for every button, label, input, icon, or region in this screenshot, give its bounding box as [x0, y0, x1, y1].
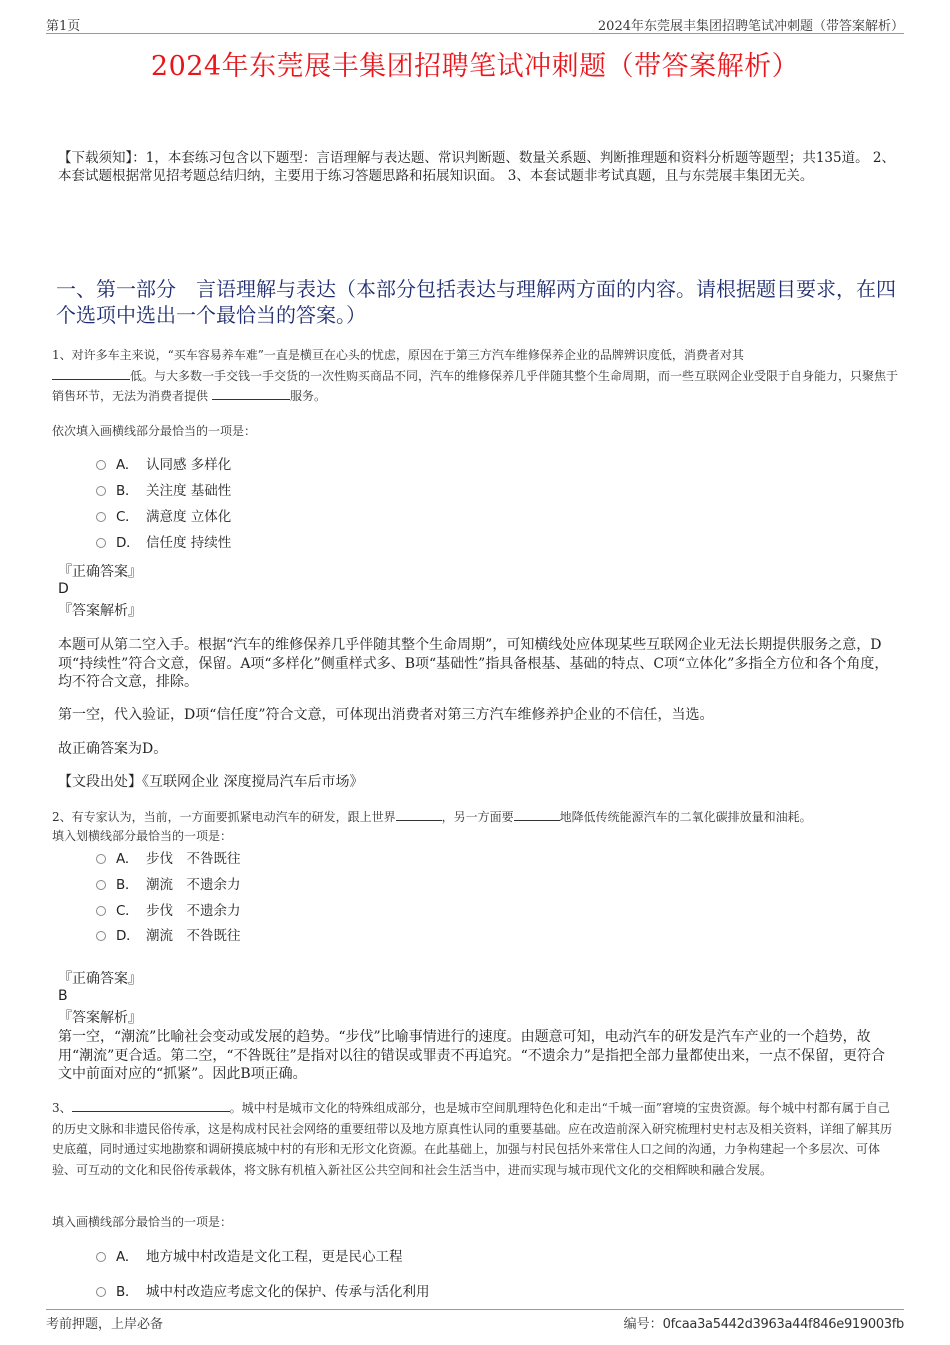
question-3-option-a[interactable]: A． 地方城中村改造是文化工程，更是民心工程 [96, 1247, 403, 1267]
radio-icon[interactable] [96, 486, 106, 496]
question-1-analysis-2: 第一空，代入验证，D项“信任度”符合文意，可体现出消费者对第三方汽车维修养护企业的不信任，当选。 [58, 707, 714, 723]
question-1-analysis-1: 本题可从第二空入手。根据“汽车的维修保养几乎伴随其整个生命周期”，可知横线处应体现某些互联网企业无法长期提供服务之意，D项“持续性”符合文意，保留。A项“多样化”侧重样式多、B项“基础性”指具备根基、基础的特点、C项“立体化”多指全方位和各个角度，均不符合文意，排除。 [58, 637, 889, 690]
page-header [46, 14, 904, 34]
question-2-option-a[interactable]: A． 步伐 不咎既往 [96, 849, 241, 869]
question-2-analysis: 第一空，“潮流”比喻社会变动或发展的趋势。“步伐”比喻事情进行的速度。由题意可知，电动汽车的研发是汽车产业的一个趋势，故用“潮流”更合适。第二空，“不咎既往”是指对以往的错误或罪责不再追究。“不遗余力”是指把全部力量都使出来，一点不保留，更符合文中前面对应的“抓紧”。因此B项正确。 [58, 1029, 885, 1082]
footer-slogan: 考前押题，上岸必备 [46, 1317, 164, 1332]
question-1-source: 【文段出处】《互联网企业 深度搅局汽车后市场》 [58, 774, 364, 790]
question-2-answer: B [58, 988, 68, 1004]
question-2-option-d[interactable]: D． 潮流 不咎既往 [96, 926, 241, 946]
question-3-option-b[interactable]: B． 城中村改造应考虑文化的保护、传承与活化利用 [96, 1282, 430, 1302]
header-doc-title: 2024年东莞展丰集团招聘笔试冲刺题（带答案解析） [597, 19, 904, 34]
question-1-answer: D [58, 581, 69, 597]
question-1-analysis-3: 故正确答案为D。 [58, 741, 168, 757]
radio-icon[interactable] [96, 1252, 106, 1262]
question-2-blank-2 [514, 808, 560, 821]
question-1-text-c: 服务。 [290, 389, 327, 403]
question-2-option-b[interactable]: B． 潮流 不遗余力 [96, 875, 241, 895]
document-title: 2024年东莞展丰集团招聘笔试冲刺题（带答案解析） [150, 51, 800, 82]
radio-icon[interactable] [96, 1287, 106, 1297]
radio-icon[interactable] [96, 512, 106, 522]
question-1-answer-label: 『正确答案』 [58, 564, 142, 580]
question-3-prompt: 填入画横线部分最恰当的一项是： [52, 1215, 233, 1229]
radio-icon[interactable] [96, 906, 106, 916]
page-number: 第1页 [46, 19, 81, 34]
question-1-stem [52, 345, 898, 407]
footer-code: 编号：0fcaa3a5442d3963a44f846e919003fb [623, 1317, 904, 1332]
page-footer [46, 1309, 904, 1331]
section-heading: 一、第一部分 言语理解与表达（本部分包括表达与理解两方面的内容。请根据题目要求，在四个选项中选出一个最恰当的答案。） [56, 277, 896, 327]
question-2-answer-label: 『正确答案』 [58, 971, 142, 987]
question-1-analysis-label: 『答案解析』 [58, 603, 142, 619]
question-3-stem: 3、 。城中村是城市文化的特殊组成部分，也是城市空间肌理特色化和走出“千城一面”窘境的宝贵资源。每个城中村都有属于自己的历史文脉和非遗民俗传承，这是构成村民社会网络的重要纽带以及地方原真性认同的重要基础。应在改造前深入研究梳理村史村志及相关资料，详细了解其历史底蕴，同时通过实地勘察和调研摸底城中村的有形和无形文化资源。在此基础上，加强与村民包括外来常住人口之间的沟通，力争构建起一个多层次、可体验、可互动的文化和民俗传承载体，将文脉有机植入新社区公共空间和社会生活当中，进而实现与城市现代文化的交相辉映和融合发展。 [52, 1101, 893, 1177]
question-1-text-b: 低。与大多数一手交钱一手交货的一次性购买商品不同，汽车的维修保养几乎伴随其整个生命周期，而一些互联网企业受限于自身能力，只聚焦于销售环节，无法为消费者提供 [52, 368, 899, 403]
question-2-stem: 2、有专家认为，当前，一方面要抓紧电动汽车的研发，跟上世界 ，另一方面要 地降低传统能源汽车的二氧化碳排放量和油耗。 [52, 810, 812, 824]
question-1-option-d[interactable]: D． 信任度 持续性 [96, 533, 231, 553]
question-2-blank-1 [396, 808, 442, 821]
radio-icon[interactable] [96, 854, 106, 864]
radio-icon[interactable] [96, 931, 106, 941]
radio-icon[interactable] [96, 538, 106, 548]
question-1-text-a: 1、对许多车主来说，“买车容易养车难”一直是横亘在心头的忧虑，原因在于第三方汽车维修保养企业的品牌辨识度低，消费者对其 [52, 348, 744, 362]
question-1-blank-1 [52, 367, 130, 380]
question-1-prompt: 依次填入画横线部分最恰当的一项是： [52, 424, 257, 438]
radio-icon[interactable] [96, 460, 106, 470]
radio-icon[interactable] [96, 880, 106, 890]
question-3-blank [72, 1099, 230, 1112]
question-2-prompt: 填入划横线部分最恰当的一项是： [52, 829, 233, 843]
question-1-option-c[interactable]: C． 满意度 立体化 [96, 507, 231, 527]
question-1-option-b[interactable]: B． 关注度 基础性 [96, 481, 231, 501]
question-2-analysis-label: 『答案解析』 [58, 1010, 142, 1026]
question-1-option-a[interactable]: A． 认同感 多样化 [96, 455, 231, 475]
question-2-option-c[interactable]: C． 步伐 不遗余力 [96, 901, 241, 921]
download-notice: 【下载须知】：1，本套练习包含以下题型：言语理解与表达题、常识判断题、数量关系题、判断推理题和资料分析题等题型；共135道。 2、本套试题根据常见招考题总结归纳，主要用于练习答题思路和拓展知识面。 3、本套试题非考试真题，且与东莞展丰集团无关。 [58, 150, 895, 184]
question-1-blank-2 [212, 387, 290, 400]
